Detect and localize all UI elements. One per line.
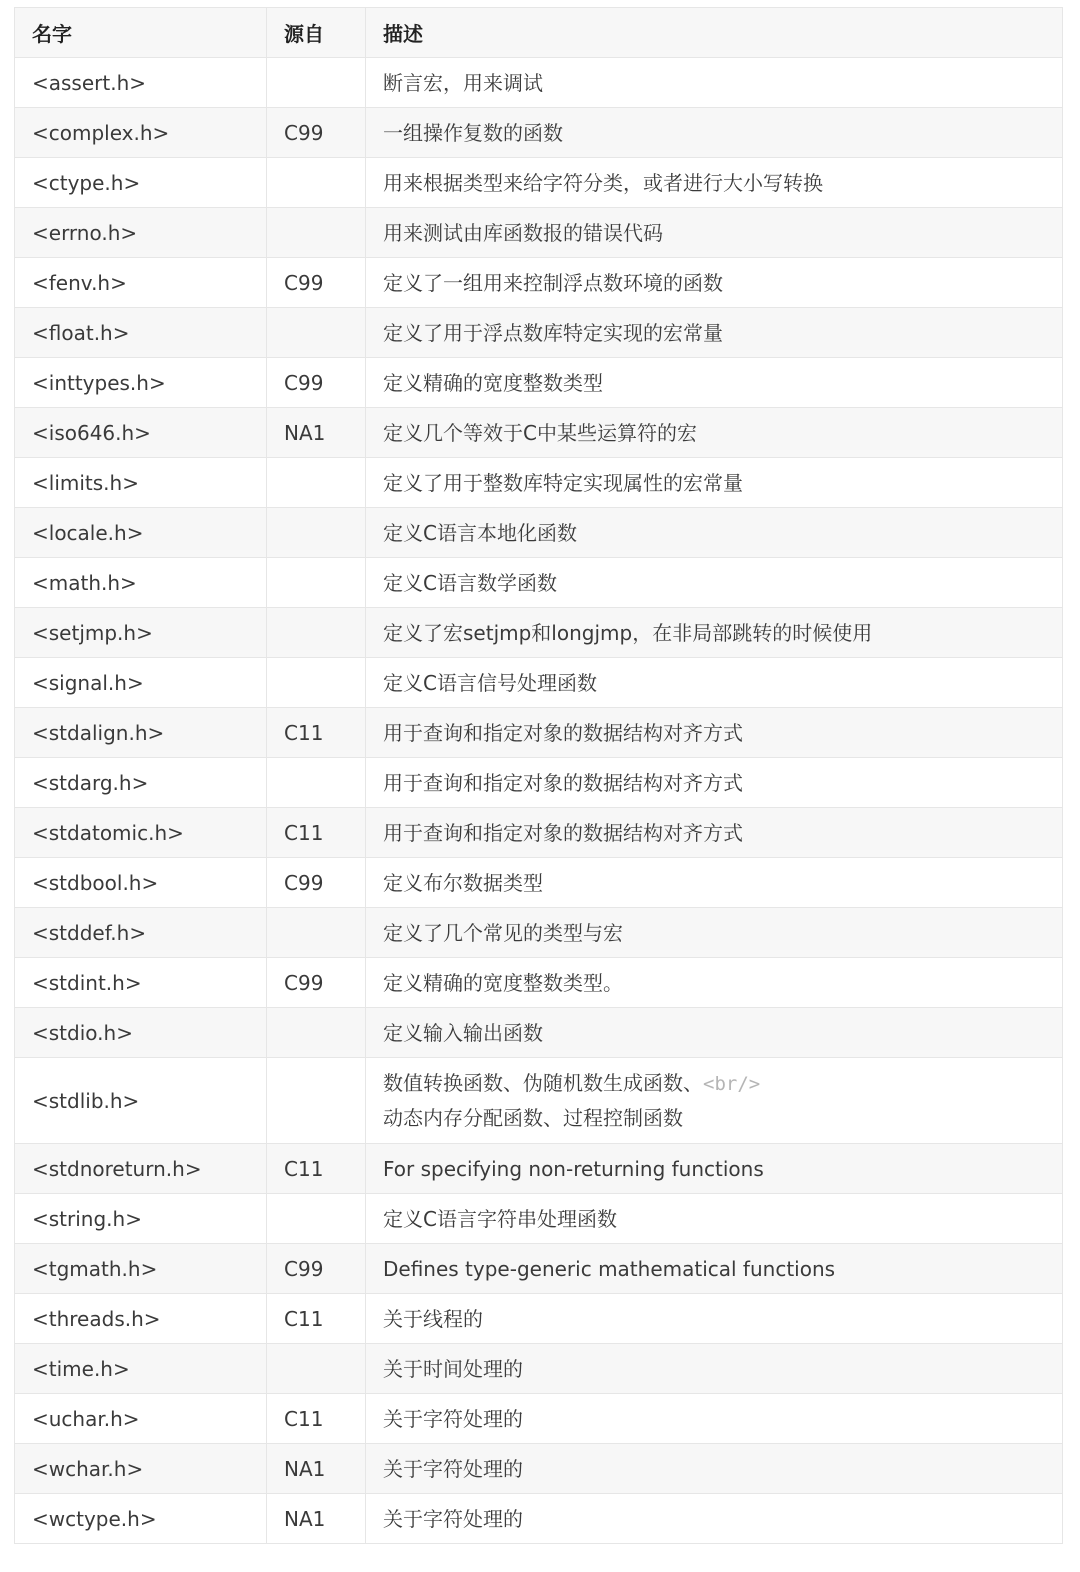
- cell-name: <setjmp.h>: [15, 608, 267, 658]
- column-header-description: 描述: [366, 8, 1063, 58]
- table-row: [15, 408, 1063, 458]
- table-row: [15, 1344, 1063, 1394]
- header-reference-table-container: [14, 7, 1062, 1544]
- cell-name: <float.h>: [15, 308, 267, 358]
- table-row: [15, 958, 1063, 1008]
- cell-origin: NA1: [267, 408, 366, 458]
- cell-origin: [267, 158, 366, 208]
- table-row: [15, 1494, 1063, 1544]
- cell-description: 定义布尔数据类型: [366, 858, 1063, 908]
- cell-description: 关于字符处理的: [366, 1494, 1063, 1544]
- table-row: [15, 1294, 1063, 1344]
- cell-name: <time.h>: [15, 1344, 267, 1394]
- cell-description: 定义了用于浮点数库特定实现的宏常量: [366, 308, 1063, 358]
- table-body: [15, 58, 1063, 1544]
- cell-name: <stdalign.h>: [15, 708, 267, 758]
- cell-name: <signal.h>: [15, 658, 267, 708]
- table-row: [15, 458, 1063, 508]
- table-row: [15, 258, 1063, 308]
- table-row: [15, 908, 1063, 958]
- table-row: [15, 1394, 1063, 1444]
- cell-name: <math.h>: [15, 558, 267, 608]
- table-header: [15, 8, 1063, 58]
- cell-origin: [267, 758, 366, 808]
- description-line-2: 动态内存分配函数、过程控制函数: [383, 1106, 683, 1130]
- cell-description: 用于查询和指定对象的数据结构对齐方式: [366, 708, 1063, 758]
- cell-description: 一组操作复数的函数: [366, 108, 1063, 158]
- cell-description: 用于查询和指定对象的数据结构对齐方式: [366, 808, 1063, 858]
- cell-origin: C11: [267, 708, 366, 758]
- cell-description: 定义C语言信号处理函数: [366, 658, 1063, 708]
- table-row: [15, 1058, 1063, 1144]
- table-row: [15, 658, 1063, 708]
- cell-origin: [267, 908, 366, 958]
- cell-name: <stdarg.h>: [15, 758, 267, 808]
- cell-name: <limits.h>: [15, 458, 267, 508]
- cell-origin: C99: [267, 858, 366, 908]
- cell-origin: C99: [267, 958, 366, 1008]
- table-row: [15, 108, 1063, 158]
- cell-description: 定义几个等效于C中某些运算符的宏: [366, 408, 1063, 458]
- cell-description: 定义了宏setjmp和longjmp，在非局部跳转的时候使用: [366, 608, 1063, 658]
- cell-description: 用来测试由库函数报的错误代码: [366, 208, 1063, 258]
- cell-name: <wchar.h>: [15, 1444, 267, 1494]
- cell-name: <uchar.h>: [15, 1394, 267, 1444]
- cell-origin: [267, 658, 366, 708]
- table-row: [15, 358, 1063, 408]
- cell-origin: [267, 458, 366, 508]
- cell-description: 用于查询和指定对象的数据结构对齐方式: [366, 758, 1063, 808]
- cell-description: 定义精确的宽度整数类型: [366, 358, 1063, 408]
- cell-description: 关于字符处理的: [366, 1444, 1063, 1494]
- cell-description: 关于时间处理的: [366, 1344, 1063, 1394]
- table-row: [15, 208, 1063, 258]
- cell-name: <stdio.h>: [15, 1008, 267, 1058]
- cell-name: <stdnoreturn.h>: [15, 1144, 267, 1194]
- cell-origin: [267, 208, 366, 258]
- cell-description: 断言宏，用来调试: [366, 58, 1063, 108]
- cell-origin: [267, 1008, 366, 1058]
- cell-description: 关于线程的: [366, 1294, 1063, 1344]
- cell-name: <stddef.h>: [15, 908, 267, 958]
- cell-description: 定义了用于整数库特定实现属性的宏常量: [366, 458, 1063, 508]
- cell-description: [366, 1058, 1063, 1144]
- table-row: [15, 1444, 1063, 1494]
- cell-description: 定义输入输出函数: [366, 1008, 1063, 1058]
- cell-name: <fenv.h>: [15, 258, 267, 308]
- description-line-1: [383, 1066, 1045, 1101]
- cell-description: 定义C语言字符串处理函数: [366, 1194, 1063, 1244]
- table-row: [15, 308, 1063, 358]
- cell-origin: C99: [267, 258, 366, 308]
- cell-name: <iso646.h>: [15, 408, 267, 458]
- table-row: [15, 608, 1063, 658]
- cell-name: <locale.h>: [15, 508, 267, 558]
- cell-origin: [267, 508, 366, 558]
- table-row: [15, 808, 1063, 858]
- cell-description: 定义C语言数学函数: [366, 558, 1063, 608]
- cell-origin: [267, 58, 366, 108]
- cell-description: 定义精确的宽度整数类型。: [366, 958, 1063, 1008]
- html-tag-text: <br/>: [703, 1073, 761, 1095]
- cell-name: <wctype.h>: [15, 1494, 267, 1544]
- table-row: [15, 1244, 1063, 1294]
- cell-origin: [267, 558, 366, 608]
- cell-origin: C11: [267, 1144, 366, 1194]
- table-row: [15, 558, 1063, 608]
- cell-origin: [267, 1344, 366, 1394]
- cell-origin: C11: [267, 1394, 366, 1444]
- cell-origin: [267, 1058, 366, 1144]
- column-header-origin: 源自: [267, 8, 366, 58]
- cell-name: <stdatomic.h>: [15, 808, 267, 858]
- cell-name: <complex.h>: [15, 108, 267, 158]
- table-row: [15, 708, 1063, 758]
- header-row: [15, 8, 1063, 58]
- table-row: [15, 1194, 1063, 1244]
- cell-description: Defines type-generic mathematical functions: [366, 1244, 1063, 1294]
- column-header-name: 名字: [15, 8, 267, 58]
- cell-description: 定义了一组用来控制浮点数环境的函数: [366, 258, 1063, 308]
- table-row: [15, 858, 1063, 908]
- cell-name: <threads.h>: [15, 1294, 267, 1344]
- cell-name: <errno.h>: [15, 208, 267, 258]
- cell-origin: NA1: [267, 1444, 366, 1494]
- cell-origin: C11: [267, 1294, 366, 1344]
- table-row: [15, 1008, 1063, 1058]
- header-reference-table: [14, 7, 1063, 1544]
- cell-origin: [267, 1194, 366, 1244]
- cell-name: <tgmath.h>: [15, 1244, 267, 1294]
- table-row: [15, 508, 1063, 558]
- table-row: [15, 158, 1063, 208]
- description-text: 数值转换函数、伪随机数生成函数、: [383, 1071, 703, 1095]
- cell-origin: C99: [267, 108, 366, 158]
- cell-description: For specifying non-returning functions: [366, 1144, 1063, 1194]
- cell-name: <string.h>: [15, 1194, 267, 1244]
- cell-origin: C99: [267, 358, 366, 408]
- cell-origin: [267, 608, 366, 658]
- cell-origin: [267, 308, 366, 358]
- cell-origin: C11: [267, 808, 366, 858]
- cell-description: 用来根据类型来给字符分类，或者进行大小写转换: [366, 158, 1063, 208]
- cell-name: <ctype.h>: [15, 158, 267, 208]
- cell-origin: NA1: [267, 1494, 366, 1544]
- cell-name: <stdint.h>: [15, 958, 267, 1008]
- cell-name: <stdbool.h>: [15, 858, 267, 908]
- table-row: [15, 1144, 1063, 1194]
- table-row: [15, 58, 1063, 108]
- cell-name: <inttypes.h>: [15, 358, 267, 408]
- cell-description: 关于字符处理的: [366, 1394, 1063, 1444]
- cell-description: 定义C语言本地化函数: [366, 508, 1063, 558]
- cell-name: <assert.h>: [15, 58, 267, 108]
- cell-origin: C99: [267, 1244, 366, 1294]
- cell-name: <stdlib.h>: [15, 1058, 267, 1144]
- table-row: [15, 758, 1063, 808]
- cell-description: 定义了几个常见的类型与宏: [366, 908, 1063, 958]
